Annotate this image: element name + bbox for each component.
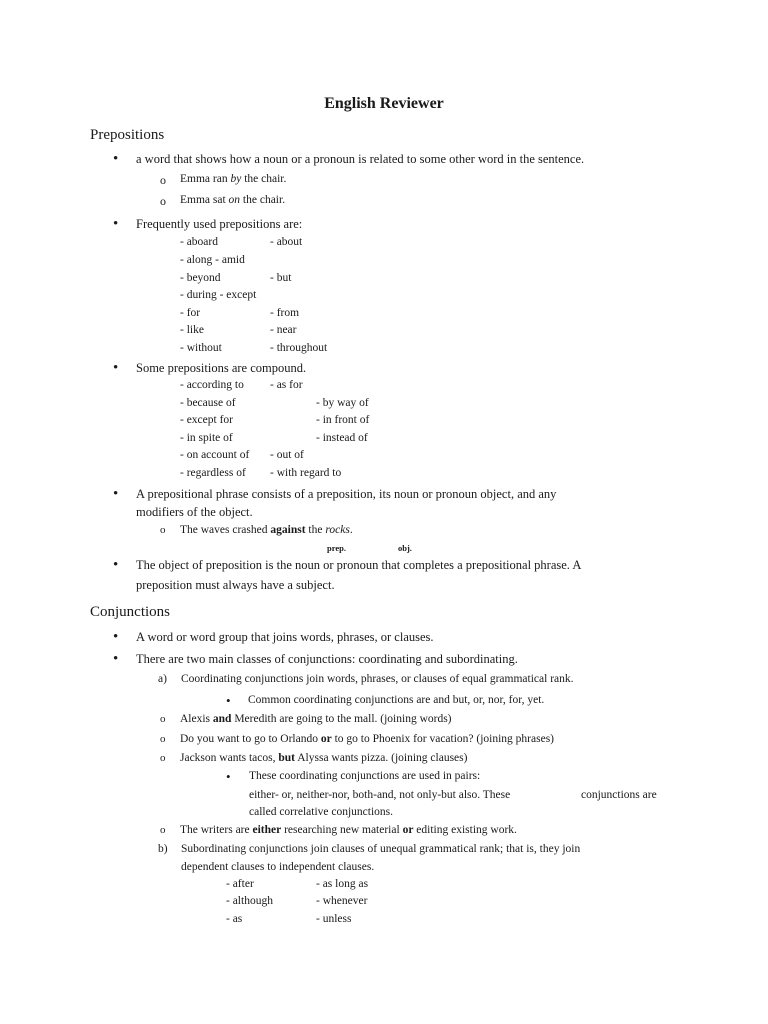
conj-example-correlative: The writers are either researching new material or editing existing work.: [180, 824, 517, 836]
freq-prep-item: - along - amid: [180, 254, 245, 266]
freq-prep-item: - throughout: [270, 342, 328, 354]
conj-definition: A word or word group that joins words, phrases, or clauses.: [136, 630, 434, 644]
compound-prep-item: - in spite of: [180, 432, 233, 444]
subordinating-item: - although: [226, 895, 273, 907]
bullet-icon: •: [113, 360, 119, 376]
hollow-bullet-icon: o: [160, 752, 166, 764]
compound-prep-item: - because of: [180, 397, 236, 409]
bullet-icon: •: [113, 151, 119, 167]
prep-phrase-example: The waves crashed against the rocks.: [180, 524, 353, 536]
subordinating-item: - after: [226, 878, 254, 890]
freq-prep-item: - from: [270, 307, 300, 319]
hollow-bullet-icon: o: [160, 824, 166, 836]
compound-prep-item: - with regard to: [270, 467, 342, 479]
section-heading-prepositions: Prepositions: [90, 127, 165, 143]
freq-prep-item: - beyond: [180, 272, 221, 284]
prep-example-2: Emma sat on the chair.: [180, 194, 286, 206]
prep-phrase-def-line1: A prepositional phrase consists of a preposition, its noun or pronoun object, and any: [136, 487, 557, 501]
compound-prep-item: - as for: [270, 379, 303, 391]
list-marker-b: b): [158, 843, 168, 855]
page-title: English Reviewer: [324, 95, 444, 112]
conj-example-words: Alexis and Meredith are going to the mall. (joining words): [180, 713, 452, 725]
freq-prep-item: - for: [180, 307, 201, 319]
compound-prep-item: - in front of: [316, 414, 370, 426]
correlative-line2-end: conjunctions are: [581, 789, 657, 801]
hollow-bullet-icon: o: [160, 524, 166, 536]
common-coordinating: Common coordinating conjunctions are and but, or, nor, for, yet.: [248, 694, 545, 706]
hollow-bullet-icon: o: [160, 173, 166, 187]
conj-example-clauses: Jackson wants tacos, but Alyssa wants pizza. (joining clauses): [180, 752, 468, 764]
list-marker-a: a): [158, 673, 167, 685]
subordinating-def-line2: dependent clauses to independent clauses.: [181, 861, 375, 873]
subordinating-item: - as long as: [316, 878, 369, 890]
conj-classes: There are two main classes of conjunctions: coordinating and subordinating.: [136, 652, 518, 666]
freq-prep-item: - during - except: [180, 289, 257, 301]
compound-prep-item: - according to: [180, 379, 244, 391]
freq-prep-item: - aboard: [180, 236, 218, 248]
correlative-line2: either- or, neither-nor, both-and, not only-but also. These: [249, 789, 511, 801]
correlative-line3: called correlative conjunctions.: [249, 806, 394, 818]
freq-prep-item: - about: [270, 236, 303, 248]
bullet-icon: •: [226, 693, 231, 708]
bullet-icon: •: [226, 769, 231, 784]
prep-object-def-line2: preposition must always have a subject.: [136, 578, 335, 592]
prep-example-1: Emma ran by the chair.: [180, 173, 287, 185]
hollow-bullet-icon: o: [160, 194, 166, 208]
subordinating-def-line1: Subordinating conjunctions join clauses of unequal grammatical rank; that is, they join: [181, 843, 581, 855]
compound-prep-item: - instead of: [316, 432, 368, 444]
compound-prep-item: - out of: [270, 449, 304, 461]
freq-prep-item: - like: [180, 324, 204, 336]
obj-label: obj.: [398, 543, 412, 553]
prep-object-def-line1: The object of preposition is the noun or pronoun that completes a prepositional phrase. A: [136, 558, 582, 572]
subordinating-item: - whenever: [316, 895, 368, 907]
conj-example-phrases: Do you want to go to Orlando or to go to Phoenix for vacation? (joining phrases): [180, 733, 555, 745]
hollow-bullet-icon: o: [160, 733, 166, 745]
bullet-icon: •: [113, 216, 119, 232]
bullet-icon: •: [113, 629, 119, 645]
compound-prep-item: - on account of: [180, 449, 250, 461]
freq-prep-item: - but: [270, 272, 292, 284]
prep-frequent-intro: Frequently used prepositions are:: [136, 217, 303, 231]
hollow-bullet-icon: o: [160, 713, 166, 725]
correlative-line1: These coordinating conjunctions are used in pairs:: [249, 770, 481, 782]
subordinating-item: - unless: [316, 913, 352, 925]
section-heading-conjunctions: Conjunctions: [90, 604, 171, 620]
bullet-icon: •: [113, 557, 119, 573]
prep-label: prep.: [327, 543, 346, 553]
bullet-icon: •: [113, 651, 119, 667]
compound-prep-item: - except for: [180, 414, 233, 426]
freq-prep-item: - without: [180, 342, 222, 354]
subordinating-item: - as: [226, 913, 243, 925]
prep-definition: a word that shows how a noun or a pronoun is related to some other word in the sentence.: [136, 152, 585, 166]
freq-prep-item: - near: [270, 324, 297, 336]
bullet-icon: •: [113, 486, 119, 502]
coordinating-def: Coordinating conjunctions join words, phrases, or clauses of equal grammatical rank.: [181, 673, 574, 685]
prep-compound-intro: Some prepositions are compound.: [136, 361, 307, 375]
compound-prep-item: - by way of: [316, 397, 369, 409]
prep-phrase-def-line2: modifiers of the object.: [136, 505, 253, 519]
compound-prep-item: - regardless of: [180, 467, 246, 479]
